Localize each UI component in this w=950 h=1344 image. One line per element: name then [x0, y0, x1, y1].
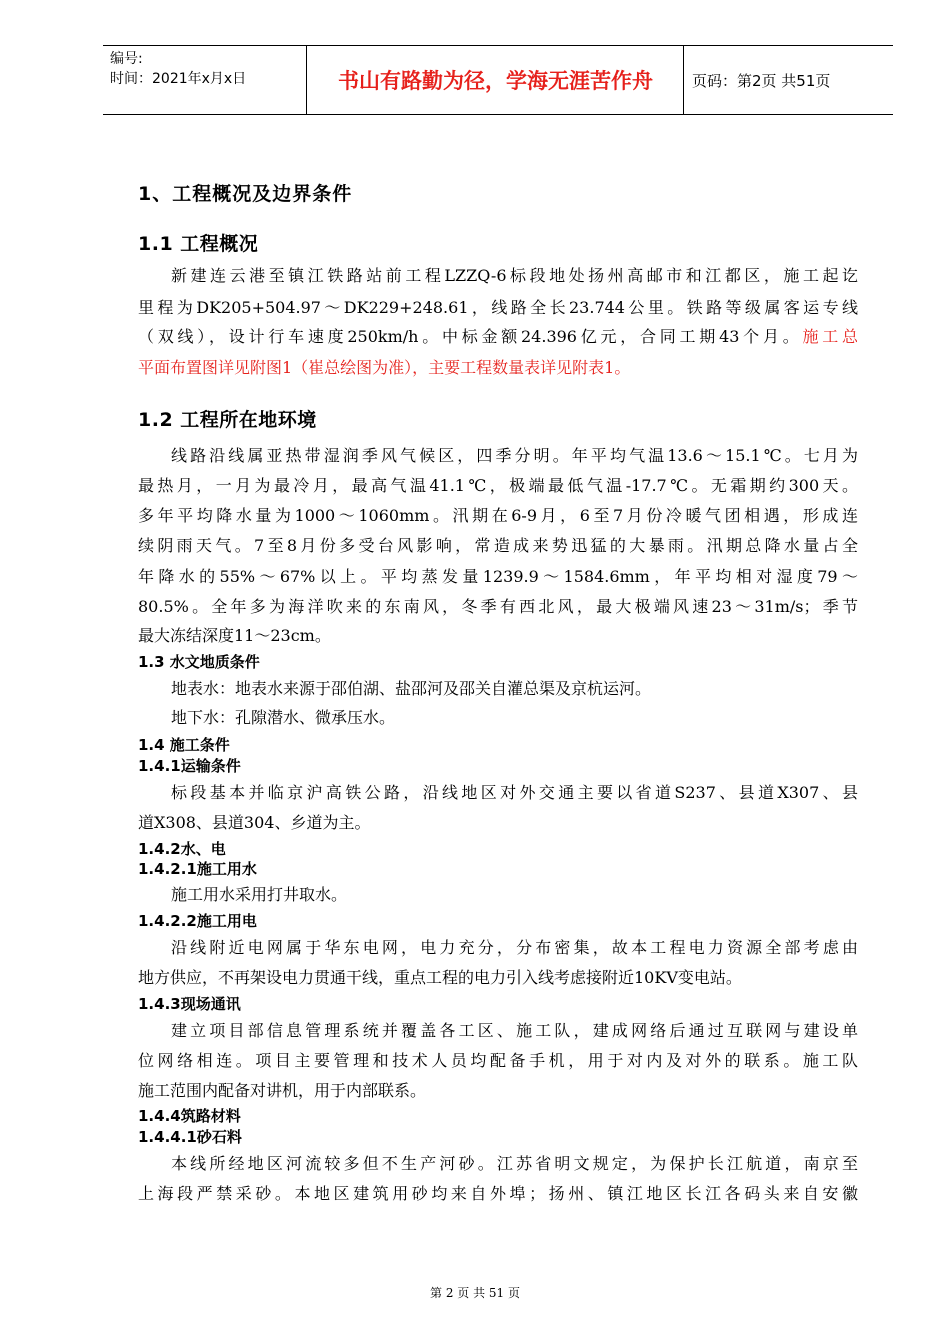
paragraph-line: 标段基本并临京沪高铁公路，沿线地区对外交通主要以省道S237、县道X307、县 — [171, 783, 858, 802]
paragraph-line: 续阴雨天气。7至8月份多受台风影响，常造成来势迅猛的大暴雨。汛期总降水量占全 — [138, 536, 858, 555]
paragraph-line: 地方供应，不再架设电力贯通干线，重点工程的电力引入线考虑接附近10KV变电站。 — [138, 968, 742, 987]
section-heading: 1.4 施工条件 — [138, 736, 230, 754]
paragraph-line: 沿线附近电网属于华东电网，电力充分，分布密集，故本工程电力资源全部考虑由 — [171, 938, 858, 957]
paragraph-line: （双线），设计行车速度250km/h。中标金额24.396亿元，合同工期43个月。施工总 — [138, 327, 858, 346]
paragraph-line: 地下水：孔隙潜水、微承压水。 — [171, 708, 396, 727]
section-heading: 1.4.4.1砂石料 — [138, 1128, 242, 1146]
paragraph-line: 上海段严禁采砂。本地区建筑用砂均来自外埠；扬州、镇江地区长江各码头来自安徽 — [138, 1184, 858, 1203]
paragraph-line: 年降水的55%～67%以上。平均蒸发量1239.9～1584.6mm，年平均相对湿度79～ — [138, 567, 858, 586]
page-footer: 第 2 页 共 51 页 — [430, 1286, 520, 1300]
header-divider — [306, 46, 307, 114]
section-heading: 1.4.2.2施工用电 — [138, 912, 257, 930]
section-heading: 1.3 水文地质条件 — [138, 653, 260, 671]
paragraph-line: 最热月，一月为最冷月，最高气温41.1℃，极端最低气温-17.7℃。无霜期约300天。 — [138, 476, 858, 495]
paragraph-line: 本线所经地区河流较多但不生产河砂。江苏省明文规定，为保护长江航道，南京至 — [171, 1154, 858, 1173]
number-label: 编号: — [110, 51, 143, 67]
section-heading: 1.4.2水、电 — [138, 840, 226, 858]
paragraph-line: 80.5%。全年多为海洋吹来的东南风，冬季有西北风，最大极端风速23～31m/s；季节 — [138, 597, 858, 616]
paragraph-line: 平面布置图详见附图1（崔总绘图为准），主要工程数量表详见附表1。 — [138, 358, 631, 377]
time-label: 时间：2021年x月x日 — [110, 71, 247, 87]
section-heading: 1.4.2.1施工用水 — [138, 860, 257, 878]
paragraph-line: 新建连云港至镇江铁路站前工程LZZQ-6标段地处扬州高邮市和江都区，施工起讫 — [171, 266, 858, 285]
paragraph-line: 里程为DK205+504.97～DK229+248.61，线路全长23.744公里。铁路等级属客运专线 — [138, 298, 858, 317]
paragraph-line: 施工范围内配备对讲机，用于内部联系。 — [138, 1081, 427, 1100]
header-motto: 书山有路勤为径，学海无涯苦作舟 — [338, 69, 653, 93]
paragraph-line: 地表水：地表水来源于邵伯湖、盐邵河及邵关自灌总渠及京杭运河。 — [171, 679, 652, 698]
paragraph-line: 位网络相连。项目主要管理和技术人员均配备手机，用于对内及对外的联系。施工队 — [138, 1051, 858, 1070]
header-divider — [683, 46, 684, 114]
paragraph-line: 最大冻结深度11～23cm。 — [138, 626, 331, 645]
paragraph-line: 多年平均降水量为1000～1060mm。汛期在6-9月，6至7月份冷暖气团相遇，形成连 — [138, 506, 858, 525]
section-heading: 1、工程概况及边界条件 — [138, 183, 353, 205]
paragraph-line: 道X308、县道304、乡道为主。 — [138, 813, 371, 832]
paragraph-line: 线路沿线属亚热带湿润季风气候区，四季分明。年平均气温13.6～15.1℃。七月为 — [171, 446, 858, 465]
section-heading: 1.2 工程所在地环境 — [138, 409, 317, 431]
paragraph-line: 建立项目部信息管理系统并覆盖各工区、施工队，建成网络后通过互联网与建设单 — [171, 1021, 858, 1040]
page-header — [103, 45, 893, 115]
paragraph-line: 施工用水采用打井取水。 — [171, 885, 348, 904]
section-heading: 1.1 工程概况 — [138, 233, 259, 255]
header-page-info: 页码：第2页 共51页 — [692, 72, 831, 90]
section-heading: 1.4.1运输条件 — [138, 757, 241, 775]
section-heading: 1.4.3现场通讯 — [138, 995, 241, 1013]
red-text: 施工总 — [802, 327, 858, 346]
section-heading: 1.4.4筑路材料 — [138, 1107, 241, 1125]
